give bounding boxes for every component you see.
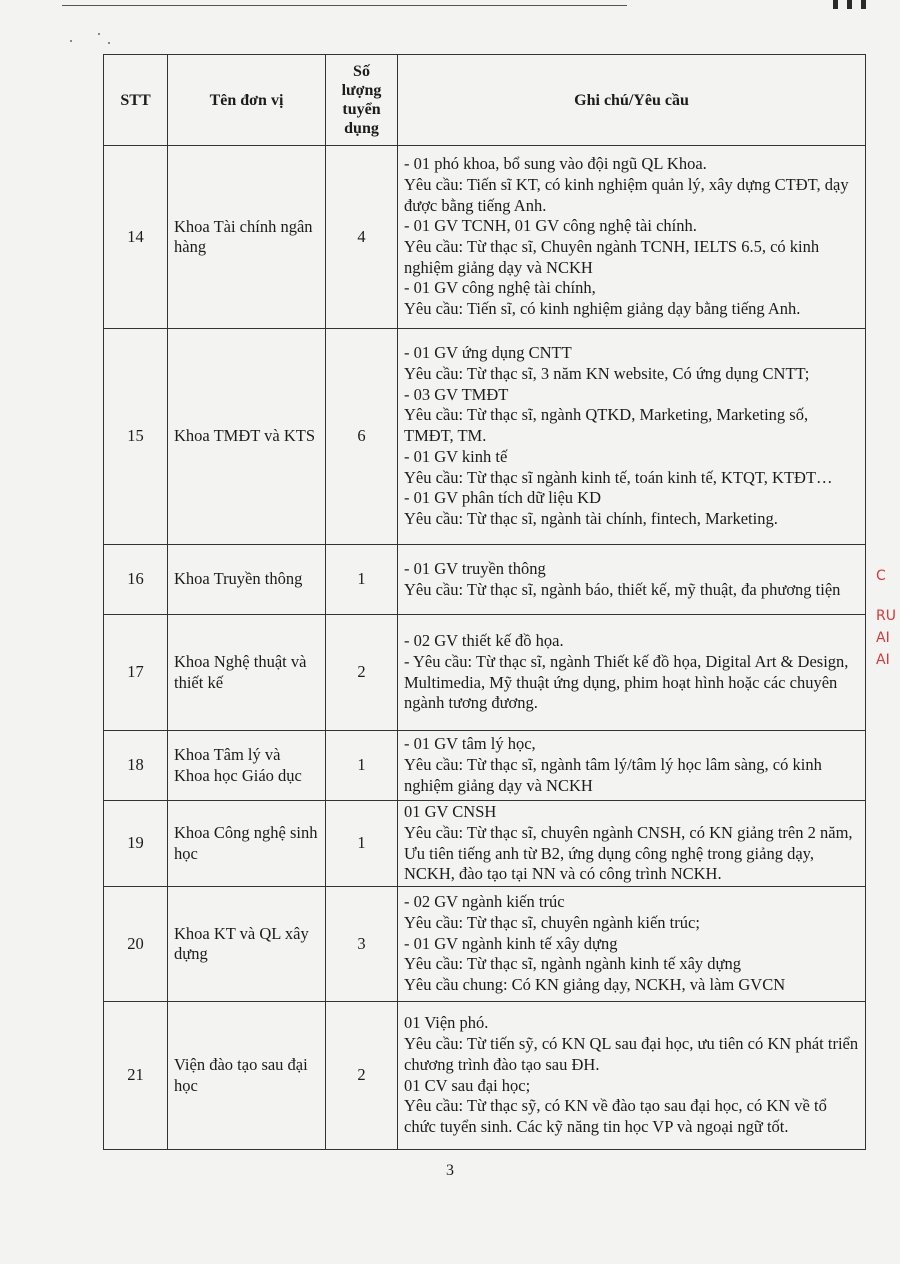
recruitment-table [103, 54, 866, 1150]
header-unit-name: Tên đơn vị [168, 55, 326, 146]
cell-stt: 17 [104, 615, 168, 731]
red-stamp-fragment [876, 565, 900, 725]
note-line: - 01 GV tâm lý học, [404, 734, 536, 754]
cell-notes [398, 801, 866, 887]
note-line: Yêu cầu: Từ thạc sĩ, ngành tâm lý/tâm lý học lâm sàng, có kinh nghiệm giảng dạy và NCKH [404, 755, 822, 795]
note-line: Yêu cầu: Từ thạc sĩ ngành kinh tế, toán kinh tế, KTQT, KTĐT… [404, 467, 833, 487]
cell-notes [398, 545, 866, 615]
table-row [104, 329, 866, 545]
cell-stt: 20 [104, 887, 168, 1002]
header-quantity: Số lượng tuyển dụng [326, 55, 398, 146]
cell-quantity: 4 [326, 146, 398, 329]
cell-unit-name: Khoa KT và QL xây dựng [168, 887, 326, 1002]
header-stt: STT [104, 55, 168, 146]
cell-stt: 18 [104, 731, 168, 801]
cell-unit-name: Khoa Công nghệ sinh học [168, 801, 326, 887]
cell-notes [398, 887, 866, 1002]
cell-unit-name: Khoa Tâm lý và Khoa học Giáo dục [168, 731, 326, 801]
note-line: Yêu cầu: Tiến sĩ, có kinh nghiệm giảng dạy bằng tiếng Anh. [404, 299, 801, 319]
cell-quantity: 1 [326, 731, 398, 801]
stamp-text: RU [876, 608, 896, 624]
cell-unit-name: Viện đào tạo sau đại học [168, 1002, 326, 1150]
table-row [104, 801, 866, 887]
note-line: - 01 GV truyền thông [404, 558, 546, 578]
note-line: Yêu cầu: Từ thạc sĩ, chuyên ngành CNSH, có KN giảng trên 2 năm, Ưu tiên tiếng anh từ B2, ứng dụng công nghệ trong giảng dạy, NCKH, đào tạo tại NN và có công trình NCKH. [404, 822, 853, 884]
cell-quantity: 1 [326, 801, 398, 887]
stamp-text: AI [876, 652, 890, 668]
note-line: Yêu cầu: Từ thạc sĩ, 3 năm KN website, Có ứng dụng CNTT; [404, 364, 810, 384]
note-line: Yêu cầu: Từ thạc sĩ, ngành ngành kinh tế xây dựng [404, 954, 741, 974]
scan-speck [98, 33, 100, 35]
cell-unit-name: Khoa Nghệ thuật và thiết kế [168, 615, 326, 731]
note-line: Yêu cầu: Từ thạc sĩ, ngành QTKD, Marketing, Marketing số, TMĐT, TM. [404, 405, 809, 446]
cell-quantity: 2 [326, 1002, 398, 1150]
cell-quantity: 3 [326, 887, 398, 1002]
cell-unit-name: Khoa Truyền thông [168, 545, 326, 615]
cell-stt: 21 [104, 1002, 168, 1150]
note-line: Yêu cầu: Từ thạc sỹ, có KN về đào tạo sau đại học, có KN về tổ chức tuyển sinh. Các kỹ năng tin học VP và ngoại ngữ tốt. [404, 1096, 827, 1136]
note-line: - 01 GV TCNH, 01 GV công nghệ tài chính. [404, 216, 697, 236]
note-line: - 02 GV ngành kiến trúc [404, 892, 565, 912]
table-row [104, 545, 866, 615]
cell-stt: 19 [104, 801, 168, 887]
stamp-text: AI [876, 630, 890, 646]
table-header-row [104, 55, 866, 146]
stamp-text: C [876, 568, 886, 584]
note-line: - 01 GV công nghệ tài chính, [404, 278, 596, 298]
note-line: - 01 GV phân tích dữ liệu KD [404, 488, 601, 508]
cell-notes [398, 146, 866, 329]
note-line: - Yêu cầu: Từ thạc sĩ, ngành Thiết kế đồ họa, Digital Art & Design, Multimedia, Mỹ thuật ứng dụng, phim hoạt hình hoặc các chuyên ngành tương đương. [404, 651, 849, 713]
scan-speck [108, 42, 110, 44]
table-row [104, 146, 866, 329]
cell-stt: 14 [104, 146, 168, 329]
cell-quantity: 6 [326, 329, 398, 545]
note-line: - 03 GV TMĐT [404, 384, 509, 404]
cell-notes [398, 731, 866, 801]
cell-notes [398, 1002, 866, 1150]
note-line: 01 Viện phó. [404, 1013, 489, 1033]
note-line: Yêu cầu: Từ tiến sỹ, có KN QL sau đại học, ưu tiên có KN phát triển chương trình đào tạo sau ĐH. [404, 1034, 859, 1074]
table-row [104, 887, 866, 1002]
note-line: 01 GV CNSH [404, 802, 497, 822]
note-line: 01 CV sau đại học; [404, 1075, 531, 1095]
cell-quantity: 1 [326, 545, 398, 615]
cell-unit-name: Khoa Tài chính ngân hàng [168, 146, 326, 329]
note-line: Yêu cầu chung: Có KN giảng dạy, NCKH, và làm GVCN [404, 975, 786, 995]
scan-speck [70, 40, 72, 42]
cell-quantity: 2 [326, 615, 398, 731]
note-line: - 01 GV kinh tế [404, 446, 508, 466]
note-line: Yêu cầu: Từ thạc sĩ, ngành báo, thiết kế, mỹ thuật, đa phương tiện [404, 579, 841, 599]
note-line: - 01 GV ứng dụng CNTT [404, 343, 572, 363]
table-row [104, 731, 866, 801]
cell-notes [398, 615, 866, 731]
cell-stt: 15 [104, 329, 168, 545]
note-line: Yêu cầu: Từ thạc sĩ, Chuyên ngành TCNH, IELTS 6.5, có kinh nghiệm giảng dạy và NCKH [404, 237, 820, 277]
header-marks [833, 0, 883, 10]
note-line: Yêu cầu: Từ thạc sĩ, ngành tài chính, fintech, Marketing. [404, 508, 778, 528]
note-line: Yêu cầu: Tiến sĩ KT, có kinh nghiệm quản lý, xây dựng CTĐT, dạy được bằng tiếng Anh. [404, 174, 849, 215]
top-border-line [62, 5, 627, 6]
cell-stt: 16 [104, 545, 168, 615]
note-line: - 02 GV thiết kế đồ họa. [404, 631, 564, 651]
note-line: - 01 GV ngành kinh tế xây dựng [404, 933, 618, 953]
table-row [104, 615, 866, 731]
header-notes: Ghi chú/Yêu cầu [398, 55, 866, 146]
cell-notes [398, 329, 866, 545]
cell-unit-name: Khoa TMĐT và KTS [168, 329, 326, 545]
page-number: 3 [446, 1162, 454, 1179]
note-line: Yêu cầu: Từ thạc sĩ, chuyên ngành kiến trúc; [404, 912, 700, 932]
table-row [104, 1002, 866, 1150]
note-line: - 01 phó khoa, bổ sung vào đội ngũ QL Khoa. [404, 154, 707, 174]
